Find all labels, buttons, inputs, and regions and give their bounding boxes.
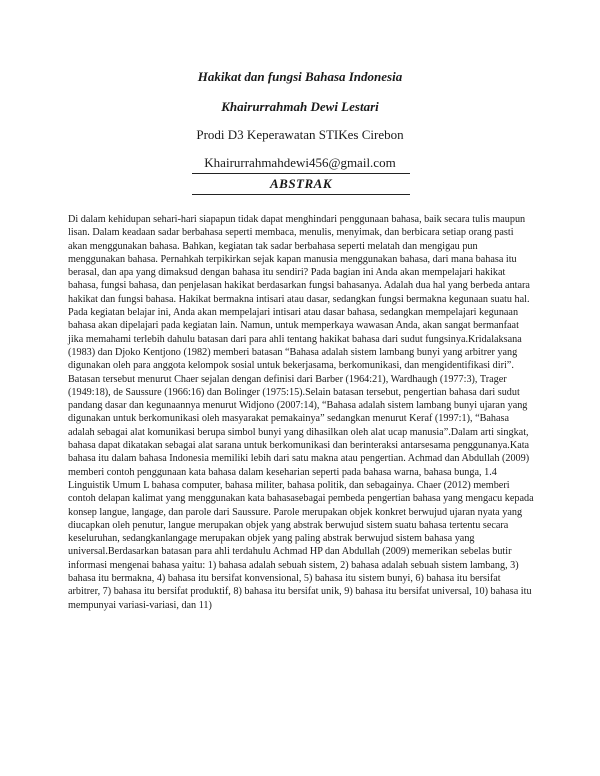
paper-header [60, 68, 540, 172]
abstract-body: Di dalam kehidupan sehari-hari siapapun tidak dapat menghindari penggunaan bahasa, baik secara tulis maupun lisan. Dalam keadaan sadar berbahasa seperti membaca, menulis, menyimak, dan berbicara setiap orang pasti akan menggunakan bahasa. Bahkan, kegiatan tak sadar berbahasa seperti melatah dan mengigau pun menggunakan bahasa. Pernahkah terpikirkan sejak kapan manusia menggunakan bahasa, dari mana bahasa itu berasal, dan apa yang dimaksud dengan bahasa itu sendiri? Pada bagian ini Anda akan mempelajari hakikat bahasa, fungsi bahasa, dan penjelasan hakikat berdasarkan fungsi bahasanya. Adalah dua hal yang berbeda antara hakikat dan fungsi bahasa. Hakikat bermakna intisari atau dasar, sedangkan fungsi bermakna kegunaan suatu hal. Pada kegiatan belajar ini, Anda akan mempelajari intisari atau dasar bahasa, sedangkan mempelajari kegunaan bahasa akan dipelajari pada kegiatan lain. Namun, untuk memperkaya wawasan Anda, akan sangat bermanfaat jika memahami terlebih dahulu batasan dari para ahli tentang hakikat bahasa dari sudut fungsinya.Kridalaksana (1983) dan Djoko Kentjono (1982) memberi batasan “Bahasa adalah sistem lambang bunyi yang arbitrer yang digunakan oleh para anggota kelompok sosial untuk bekerjasama, berkomunikasi, dan mengidentifikasi diri”. Batasan tersebut menurut Chaer sejalan dengan definisi dari Barber (1964:21), Wardhaugh (1977:3), Trager (1949:18), de Saussure (1966:16) dan Bolinger (1975:15).Selain batasan tersebut, pengertian bahasa dari sudut pandang dasar dan kegunaannya menurut Widjono (2007:14), “Bahasa adalah sistem lambang bunyi ujaran yang digunakan untuk berkomunikasi oleh masyarakat pemakainya” sedangkan menurut Keraf (1997:1), “Bahasa adalah sebagai alat komunikasi berupa simbol bunyi yang dihasilkan oleh alat ucap manusia”.Dalam arti singkat, bahasa dapat dikatakan sebagai alat sarana untuk berkomunikasi dan berinteraksi antarsesama penggunanya.Kata bahasa itu dalam bahasa Indonesia memiliki lebih dari satu makna atau pengertian. Achmad dan Abdullah (2009) memberi contoh penggunaan kata bahasa dalam keseharian seperti pada bahasa warna, bahasa bunga, 1.4 Linguistik Umum L bahasa computer, bahasa militer, bahasa politik, dan sebagainya. Chaer (2012) memberi contoh delapan kalimat yang menggunakan kata bahasasebagai pembeda pengertian bahasa yang mengacu kepada konsep langue, langage, dan parole dari Saussure. Parole merupakan objek konkret berwujud ujaran nyata yang diucapkan oleh penutur, langue merupakan objek yang abstrak berwujud sistem suatu bahasa tertentu secara keseluruhan, sedangkanlangage merupakan objek yang paling abstrak berwujud sistem bahasa yang universal.Berdasarkan batasan para ahli terdahulu Achmad HP dan Abdullah (2009) memerikan sebelas butir informasi mengenai bahasa yaitu: 1) bahasa adalah sebuah sistem, 2) bahasa adalah sebuah sistem lambang, 3) bahasa itu bermakna, 4) bahasa itu bersifat konvensional, 5) bahasa itu sistem bunyi, 6) bahasa itu bersifat arbitrer, 7) bahasa itu bersifat produktif, 8) bahasa itu bersifat unik, 9) bahasa itu bersifat universal, 10) bahasa itu mempunyai variasi-variasi, dan 11) [68, 214, 534, 611]
abstract-heading-bar [192, 173, 410, 195]
author-name: Khairurrahmah Dewi Lestari [221, 99, 379, 114]
author-affiliation: Prodi D3 Keperawatan STIKes Cirebon [196, 127, 404, 142]
author-email: Khairurrahmahdewi456@gmail.com [204, 155, 396, 170]
paper-title: Hakikat dan fungsi Bahasa Indonesia [197, 69, 403, 84]
abstract-heading: ABSTRAK [269, 176, 333, 191]
